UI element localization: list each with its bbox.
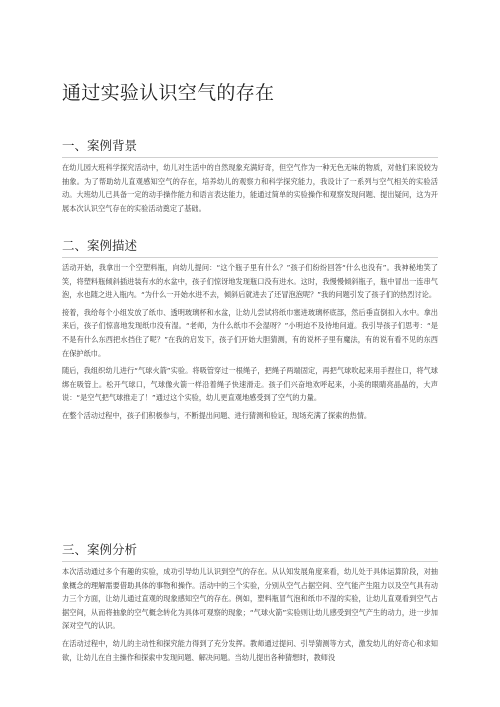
section-case-background — [62, 136, 438, 215]
paragraph: 在活动过程中，幼儿的主动性和探究能力得到了充分发挥。教师通过提问、引导猜测等方式，激发幼儿的好奇心和求知欲，让幼儿在自主操作和探索中发现问题、解决问题。当幼儿提出各种猜想时，教师没 — [62, 638, 438, 662]
paragraph: 在幼儿园大班科学探究活动中，幼儿对生活中的自然现象充满好奇，但空气作为一种无色无味的物质，对他们来说较为抽象。为了帮助幼儿直观感知空气的存在，培养幼儿的观察力和科学探究能力，我设计了一系列与空气相关的实验活动。大班幼儿已具备一定的动手操作能力和语言表达能力，能通过简单的实验操作和观察发现问题、提出疑问，这为开展本次认识空气存在的实验活动奠定了基础。 — [62, 163, 438, 213]
paragraph: 随后，我组织幼儿进行“气球火箭”实验。将吸管穿过一根绳子，把绳子两端固定，再把气球吹起来用手捏住口，将气球绑在吸管上。松开气球口，气球像火箭一样沿着绳子快速滑走。孩子们兴奋地欢呼起来，小美的眼睛亮晶晶的，大声说：“是空气把气球推走了！”通过这个实验，幼儿更直观地感受到了空气的力量。 — [62, 366, 438, 403]
section-heading: 三、案例分析 — [62, 540, 438, 562]
paragraph: 本次活动通过多个有趣的实验，成功引导幼儿认识到空气的存在。从认知发展角度来看，幼儿处于具体运算阶段，对抽象概念的理解需要借助具体的事物和操作。活动中的三个实验，分别从空气占据空间、空气能产生阻力以及空气具有动力三个方面，让幼儿通过直观的现象感知空气的存在。例如，塑料瓶冒气泡和纸巾不湿的实验，让幼儿直观看到空气占据空间，从而将抽象的空气概念转化为具体可观察的现象；“气球火箭”实验则让幼儿感受到空气产生的动力，进一步加深对空气的认识。 — [62, 567, 438, 631]
paragraph: 活动开始，我拿出一个空塑料瓶，向幼儿提问：“这个瓶子里有什么？”孩子们纷纷回答“什么也没有”。我神秘地笑了笑，将塑料瓶倾斜插进装有水的水盆中，孩子们惊讶地发现瓶口没有进水。这时，我慢慢倾斜瓶子，瓶中冒出一连串气泡，水也随之进入瓶内。“为什么一开始水进不去，倾斜后就进去了还冒泡泡呢？”我的问题引发了孩子们的热烈讨论。 — [62, 263, 438, 300]
section-case-description — [62, 236, 438, 423]
section-heading: 一、案例背景 — [62, 136, 438, 158]
paragraph: 在整个活动过程中，孩子们积极参与，不断提出问题、进行猜测和验证，现场充满了探索的热情。 — [62, 410, 372, 420]
section-heading: 二、案例描述 — [62, 236, 438, 258]
paragraph: 接着，我给每个小组发放了纸巾、透明玻璃杯和水盆，让幼儿尝试将纸巾塞进玻璃杯底部，然后垂直倒扣入水中。拿出来后，孩子们惊喜地发现纸巾没有湿。“老师，为什么纸巾不会湿呀？”小明迫不及待地问道。我引导孩子们思考：“是不是有什么东西把水挡住了呢？”在我的启发下，孩子们开始大胆猜测，有的说杯子里有魔法，有的说有看不见的东西在保护纸巾。 — [62, 307, 438, 358]
section-case-analysis — [62, 540, 438, 664]
document-title: 通过实验认识空气的存在 — [62, 82, 275, 104]
